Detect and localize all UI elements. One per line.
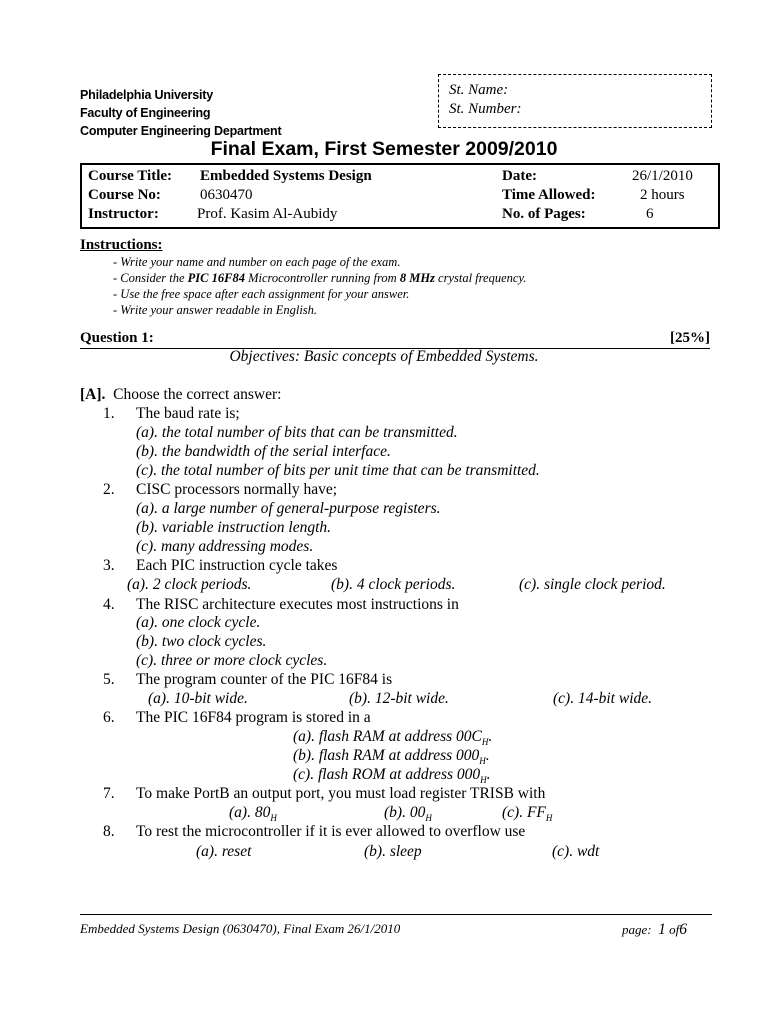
answer-option[interactable]: (b). two clock cycles. bbox=[136, 633, 267, 650]
course-title-label: Course Title: bbox=[88, 168, 173, 184]
answer-option[interactable]: (b). variable instruction length. bbox=[136, 519, 332, 536]
answer-option[interactable]: (c). the total number of bits per unit time that can be transmitted. bbox=[136, 462, 540, 479]
department-name: Computer Engineering Department bbox=[80, 124, 282, 138]
question-item: To rest the microcontroller if it is ever allowed to overflow use bbox=[136, 823, 526, 840]
date-label: Date: bbox=[502, 168, 537, 184]
instruction-item: - Write your answer readable in English. bbox=[113, 303, 318, 317]
course-no-value: 0630470 bbox=[200, 187, 253, 203]
time-allowed-label: Time Allowed: bbox=[502, 187, 596, 203]
question-item: CISC processors normally have; bbox=[136, 481, 338, 498]
student-name-label: St. Name: bbox=[449, 82, 509, 98]
date-value: 26/1/2010 bbox=[632, 168, 693, 184]
question-item: To make PortB an output port, you must load register TRISB with bbox=[136, 785, 546, 802]
answer-option[interactable]: (b). 4 clock periods. bbox=[331, 576, 456, 593]
instruction-item: - Write your name and number on each page of the exam. bbox=[113, 255, 401, 269]
answer-option[interactable]: (c). wdt bbox=[552, 843, 600, 860]
instructor-label: Instructor: bbox=[88, 206, 159, 222]
answer-option[interactable]: (c). many addressing modes. bbox=[136, 538, 314, 555]
faculty-name: Faculty of Engineering bbox=[80, 106, 211, 120]
instructions-heading: Instructions: bbox=[80, 237, 163, 253]
question-item: The program counter of the PIC 16F84 is bbox=[136, 671, 393, 688]
answer-option[interactable]: (a). 2 clock periods. bbox=[127, 576, 252, 593]
answer-option[interactable]: (b). 12-bit wide. bbox=[349, 690, 449, 707]
answer-option[interactable]: (c). 14-bit wide. bbox=[553, 690, 653, 707]
answer-option[interactable]: (b). $00_H$ bbox=[384, 804, 432, 824]
question-weight: [25%] bbox=[670, 330, 710, 346]
time-allowed-value: 2 hours bbox=[640, 187, 685, 203]
instruction-item: - Use the free space after each assignment for your answer. bbox=[113, 287, 410, 301]
question-item: The baud rate is; bbox=[136, 405, 240, 422]
pages-label: No. of Pages: bbox=[502, 206, 586, 222]
course-title-value: Embedded Systems Design bbox=[200, 168, 372, 184]
question-1-header bbox=[80, 330, 710, 349]
answer-option[interactable]: (a). reset bbox=[196, 843, 252, 860]
answer-option[interactable]: (c). single clock period. bbox=[519, 576, 666, 593]
question-item: The PIC 16F84 program is stored in a bbox=[136, 709, 371, 726]
answer-option[interactable]: (c). $FF_H$ bbox=[502, 804, 553, 824]
instruction-item: - Consider the PIC 16F84 Microcontroller running from 8 MHz crystal frequency. bbox=[113, 271, 527, 285]
answer-option[interactable]: (a). $80_H$ bbox=[229, 804, 277, 824]
question-item: The RISC architecture executes most instructions in bbox=[136, 596, 459, 613]
answer-option[interactable]: (c). flash ROM at address $000_H$. bbox=[293, 766, 491, 786]
answer-option[interactable]: (a). a large number of general-purpose registers. bbox=[136, 500, 441, 517]
footer-divider bbox=[80, 914, 712, 915]
student-number-label: St. Number: bbox=[449, 101, 522, 117]
university-name: Philadelphia University bbox=[80, 88, 213, 102]
answer-option[interactable]: (a). flash RAM at address $00C_H$. bbox=[293, 728, 493, 748]
footer-course-info: Embedded Systems Design (0630470), Final Exam 26/1/2010 bbox=[80, 921, 401, 936]
answer-option[interactable]: (a). the total number of bits that can be transmitted. bbox=[136, 424, 458, 441]
answer-option[interactable]: (b). the bandwidth of the serial interface. bbox=[136, 443, 391, 460]
answer-option[interactable]: (a). one clock cycle. bbox=[136, 614, 261, 631]
pages-value: 6 bbox=[646, 206, 654, 222]
answer-option[interactable]: (b). sleep bbox=[364, 843, 422, 860]
answer-option[interactable]: (c). three or more clock cycles. bbox=[136, 652, 328, 669]
exam-title: Final Exam, First Semester 2009/2010 bbox=[210, 138, 558, 160]
course-info-table bbox=[80, 163, 720, 229]
question-label: Question 1: bbox=[80, 330, 154, 346]
instructions-list bbox=[113, 254, 526, 318]
course-no-label: Course No: bbox=[88, 187, 161, 203]
institution-header bbox=[80, 86, 281, 140]
part-a-heading: [A]. Choose the correct answer: bbox=[80, 386, 282, 403]
footer-page-number: page: 1 of6 bbox=[622, 921, 687, 938]
student-info-box[interactable] bbox=[438, 74, 712, 128]
question-item: Each PIC instruction cycle takes bbox=[136, 557, 338, 574]
answer-option[interactable]: (a). 10-bit wide. bbox=[148, 690, 248, 707]
answer-option[interactable]: (b). flash RAM at address $000_H$. bbox=[293, 747, 490, 767]
question-objectives: Objectives: Basic concepts of Embedded Systems. bbox=[229, 348, 539, 365]
instructor-value: Prof. Kasim Al-Aubidy bbox=[197, 206, 338, 222]
